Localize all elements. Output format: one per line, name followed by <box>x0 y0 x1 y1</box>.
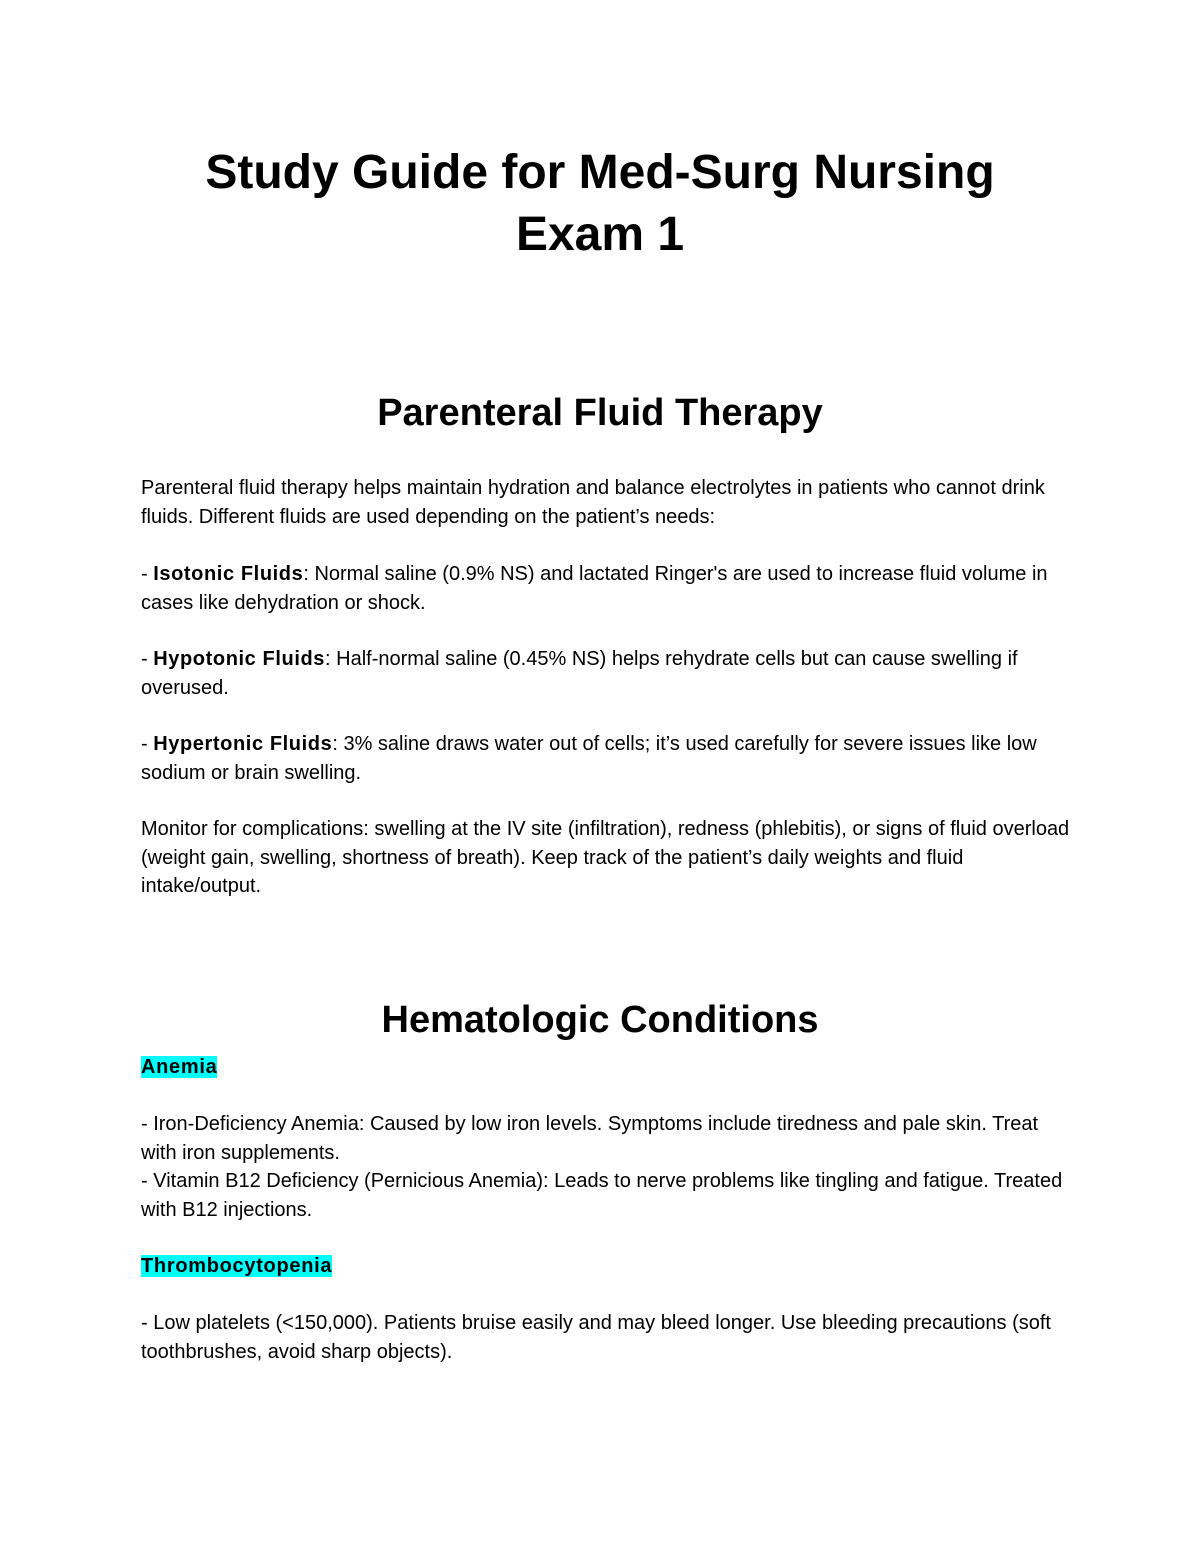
list-item-prefix: - <box>141 563 154 585</box>
list-item-prefix: - <box>141 733 154 755</box>
fluid-therapy-intro: Parenteral fluid therapy helps maintain hydration and balance electrolytes in patients who cannot drink fluids. Different fluids are used depending on the patient’s needs: <box>141 477 1045 528</box>
anemia-iron-deficiency: - Iron-Deficiency Anemia: Caused by low iron levels. Symptoms include tiredness and pale skin. Treat with iron supplements. <box>141 1113 1039 1164</box>
highlight-thrombocytopenia: Thrombocytopenia <box>141 1255 333 1277</box>
document-title-line2: Exam 1 <box>515 208 685 261</box>
document-title-line1: Study Guide for Med-Surg Nursing <box>205 146 995 199</box>
highlight-anemia: Anemia <box>141 1056 218 1078</box>
list-item-hypotonic <box>141 645 1071 702</box>
term-isotonic-fluids: Isotonic Fluids <box>153 563 304 585</box>
list-item-isotonic <box>141 560 1071 617</box>
thrombocytopenia-description: - Low platelets (<150,000). Patients bruise easily and may bleed longer. Use bleeding precautions (soft toothbrushes, avoid sharp objects). <box>141 1312 1051 1363</box>
monitor-paragraph: Monitor for complications: swelling at the IV site (infiltration), redness (phlebitis), or signs of fluid overload (weight gain, swelling, shortness of breath). Keep track of the patient’s daily weights and fluid intake/output. <box>141 818 1070 897</box>
document-title <box>100 142 1100 266</box>
list-item-text: : 3% saline draws water out of cells; it’s used carefully for severe issues like low sodium or brain swelling. <box>141 733 1037 784</box>
list-item-text: : Half-normal saline (0.45% NS) helps rehydrate cells but can cause swelling if overused. <box>141 648 1018 699</box>
subheading-thrombocytopenia <box>141 1254 332 1278</box>
list-item-hypertonic <box>141 730 1071 787</box>
list-item-prefix: - <box>141 648 154 670</box>
section-heading-hematologic: Hematologic Conditions <box>381 999 819 1041</box>
section-heading-fluid-therapy: Parenteral Fluid Therapy <box>377 392 823 434</box>
term-hypertonic-fluids: Hypertonic Fluids <box>153 733 333 755</box>
term-hypotonic-fluids: Hypotonic Fluids <box>153 648 326 670</box>
list-item-text: : Normal saline (0.9% NS) and lactated Ringer's are used to increase fluid volume in cases like dehydration or shock. <box>141 563 1048 614</box>
subheading-anemia <box>141 1055 217 1079</box>
anemia-b12-deficiency: - Vitamin B12 Deficiency (Pernicious Anemia): Leads to nerve problems like tingling and fatigue. Treated with B12 injections. <box>141 1170 1063 1221</box>
